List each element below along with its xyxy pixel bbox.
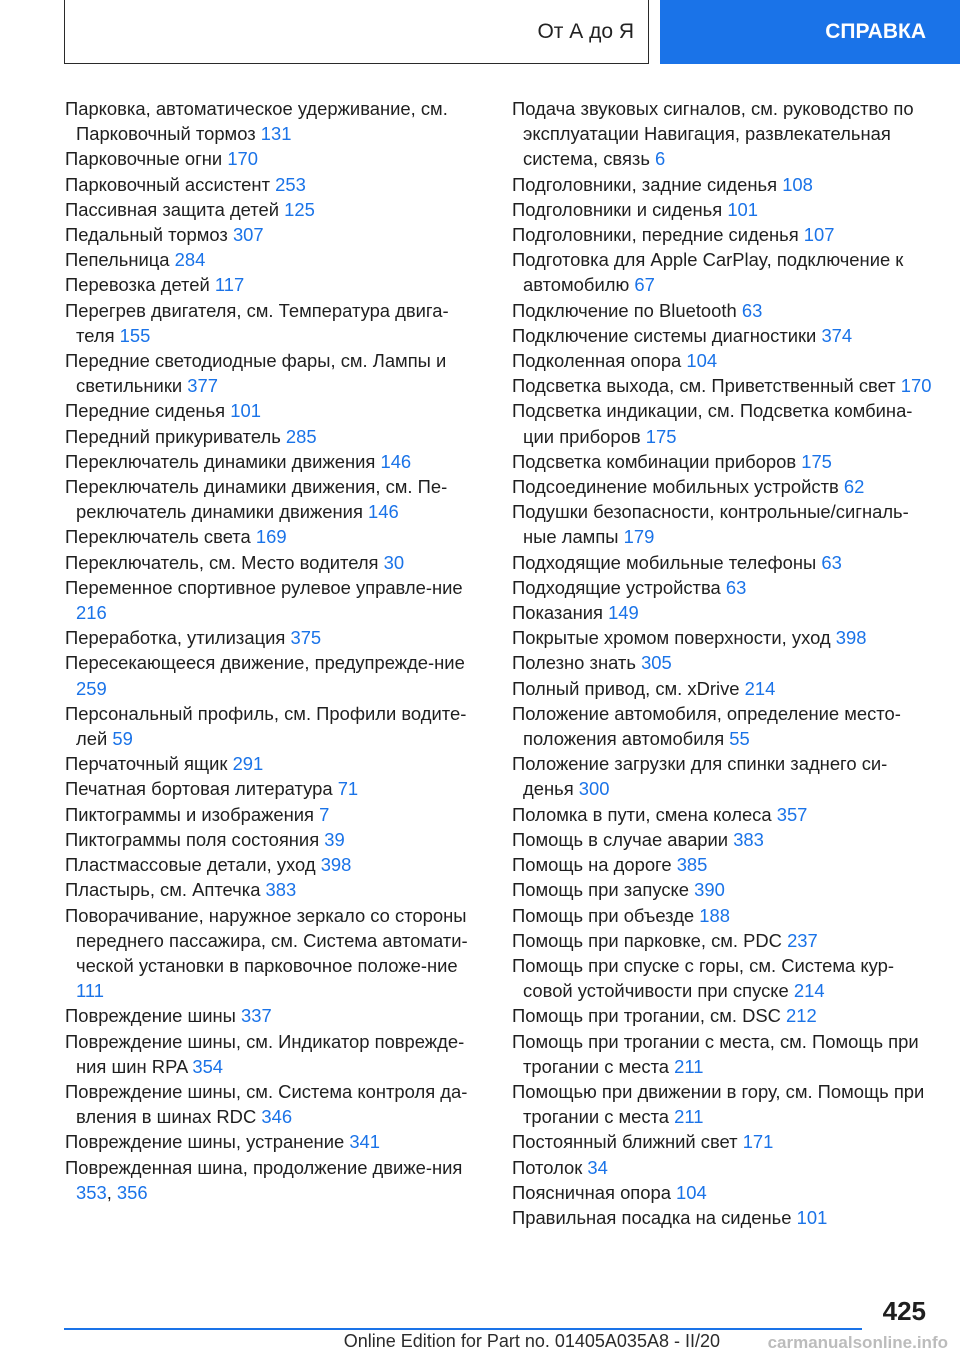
index-entry-text: Парковочный ассистент [65, 173, 276, 195]
page-link[interactable]: 214 [793, 980, 825, 1002]
index-entry-text: Пластмассовые детали, уход [65, 854, 321, 876]
index-entry [65, 146, 485, 171]
index-entry [65, 96, 485, 146]
index-entry [65, 903, 485, 1004]
index-entry-text: Помощь на дороге [512, 854, 677, 876]
page-link[interactable]: 104 [686, 350, 718, 372]
page-link[interactable]: 170 [227, 148, 258, 170]
page-link[interactable]: 131 [260, 123, 292, 145]
index-entry [65, 222, 485, 247]
index-entry [65, 550, 485, 575]
index-entry [65, 398, 485, 423]
index-entry [512, 474, 932, 499]
page-link[interactable]: 284 [174, 249, 206, 271]
page-link[interactable]: 55 [729, 728, 750, 750]
index-entry [65, 197, 485, 222]
index-entry [65, 751, 485, 776]
index-entry-text: Помощь при объезде [512, 904, 700, 926]
page-link[interactable]: 149 [608, 602, 639, 624]
index-entry [65, 1003, 485, 1028]
page-link[interactable]: 63 [725, 576, 747, 598]
page-link[interactable]: 214 [744, 677, 776, 699]
page-link[interactable]: 62 [843, 476, 865, 498]
index-entry [65, 827, 485, 852]
page-link[interactable]: 216 [76, 602, 107, 624]
index-entry [512, 1155, 932, 1180]
index-entry-text: Повреждение шины, см. Система контроля да-вления в шинах RDC [65, 1080, 468, 1128]
index-column-right [512, 96, 932, 1230]
index-entry [65, 449, 485, 474]
page-link[interactable]: 67 [634, 274, 655, 296]
index-entry-text: Полезно знать [512, 652, 642, 674]
index-entry-text: Помощь при запуске [512, 879, 695, 901]
index-entry [512, 1205, 932, 1230]
page-link[interactable]: 383 [733, 828, 764, 850]
index-entry [512, 1079, 932, 1129]
section-tab[interactable] [64, 0, 649, 64]
index-entry [512, 96, 932, 172]
page-link[interactable]: 212 [786, 1005, 817, 1027]
index-entry [512, 298, 932, 323]
index-entry-text: Повреждение шины, устранение [65, 1131, 350, 1153]
index-entry-text: Положение загрузки для спинки заднего си-денья [512, 753, 888, 800]
index-entry-text: Постоянный ближний свет [512, 1131, 743, 1153]
index-entry-text: Переменное спортивное рулевое управле-ние [65, 576, 463, 598]
index-entry-text: Помощь в случае аварии [512, 828, 734, 850]
page-link[interactable]: 101 [796, 1206, 828, 1228]
footer-watermark: carmanualsonline.info [767, 1333, 948, 1352]
index-entry-text: Покрытые хромом поверхности, уход [512, 627, 836, 649]
page-link[interactable]: 307 [232, 224, 264, 246]
index-entry [512, 1029, 932, 1079]
page-link[interactable]: 188 [699, 904, 730, 926]
page-link[interactable]: 170 [900, 375, 932, 397]
index-entry [512, 953, 932, 1003]
index-entry-text: Повреждение шины, см. Индикатор поврежде-ния шин RPA [65, 1030, 465, 1077]
index-entry-text: Подходящие устройства [512, 576, 726, 598]
index-entry-text: Подголовники, передние сиденья [512, 224, 804, 246]
page-link[interactable]: 108 [782, 173, 813, 195]
page-link[interactable]: 354 [192, 1055, 224, 1077]
index-entry [512, 676, 932, 701]
index-entry [512, 827, 932, 852]
index-entry [512, 650, 932, 675]
index-entry-text: Подача звуковых сигналов, см. руководство по эксплуатации Навигация, развлекательная система, связь [512, 98, 914, 170]
page-link[interactable]: 146 [380, 450, 412, 472]
page-link[interactable]: 71 [337, 778, 359, 800]
index-entry [65, 524, 485, 549]
page-link[interactable]: 59 [112, 728, 133, 750]
index-entry [512, 1129, 932, 1154]
index-entry-text: Подголовники, задние сиденья [512, 173, 783, 195]
index-entry [65, 650, 485, 700]
index-entry-text: Показания [512, 602, 609, 624]
page-link[interactable]: 146 [368, 501, 399, 523]
page-link[interactable]: 357 [776, 803, 808, 825]
page-link[interactable]: 337 [241, 1005, 272, 1027]
page-link[interactable]: 111 [76, 980, 104, 1002]
index-entry [512, 928, 932, 953]
index-entry [512, 550, 932, 575]
page-link[interactable]: 253 [275, 173, 306, 195]
page-link[interactable]: 101 [727, 198, 758, 220]
index-entry [65, 877, 485, 902]
page-link[interactable]: 374 [821, 324, 853, 346]
page-link[interactable]: 63 [741, 299, 763, 321]
section-tab-label: От А до Я [537, 19, 634, 43]
index-entry-text: Парковочные огни [65, 148, 228, 170]
index-entry-text: Печатная бортовая литература [65, 778, 338, 800]
index-entry-text: Пассивная защита детей [65, 198, 285, 220]
index-entry [65, 1079, 485, 1129]
index-entry [512, 348, 932, 373]
page-link[interactable]: 398 [835, 627, 867, 649]
index-entry-text: Подсветка комбинации приборов [512, 450, 802, 472]
page-link[interactable]: 285 [285, 425, 317, 447]
index-entry [512, 373, 932, 398]
page-link[interactable]: 346 [261, 1106, 293, 1128]
index-entry-text: Передние светодиодные фары, см. Лампы и светильники [65, 350, 447, 397]
index-entry-text: Помощь при трогании с места, см. Помощь при трогании с места [512, 1030, 919, 1077]
page-link[interactable]: 259 [76, 677, 107, 699]
page-link[interactable]: 175 [801, 450, 832, 472]
main-tab[interactable] [660, 0, 960, 64]
index-entry-text: Помощь при спуске с горы, см. Система кур-совой устойчивости при спуске [512, 954, 894, 1002]
index-entry [65, 701, 485, 751]
index-entry: Поврежденная шина, продолжение движе-ния 353, 356 [65, 1156, 463, 1203]
index-entry-text: Перевозка детей [65, 274, 215, 296]
index-entry-text: Подсветка индикации, см. Подсветка комбина-ции приборов [512, 400, 913, 447]
page-link[interactable]: 30 [383, 551, 405, 573]
page-link[interactable]: 107 [803, 224, 835, 246]
index-entry-text: Перчаточный ящик [65, 753, 233, 775]
page-link[interactable]: 211 [674, 1055, 704, 1077]
page-link[interactable]: 237 [787, 929, 818, 951]
index-entry [65, 802, 485, 827]
page-link[interactable]: 155 [119, 324, 151, 346]
page-link[interactable]: 305 [641, 652, 672, 674]
index-entry-text: Повреждение шины [65, 1005, 242, 1027]
index-entry-text: Пластырь, см. Аптечка [65, 879, 266, 901]
index-entry-text: Переработка, утилизация [65, 627, 291, 649]
index-entry [65, 272, 485, 297]
index-entry-text: Поясничная опора [512, 1181, 677, 1203]
page-link[interactable]: 291 [232, 753, 264, 775]
index-entry-text: Перегрев двигателя, см. Температура двига-теля [65, 299, 449, 346]
index-entry [512, 877, 932, 902]
page-link[interactable]: 171 [742, 1131, 774, 1153]
index-entry-text: Подключение системы диагностики [512, 324, 822, 346]
page-link[interactable]: 117 [214, 274, 245, 296]
index-entry [512, 1003, 932, 1028]
index-entry [65, 474, 485, 524]
page-link[interactable]: 7 [319, 803, 330, 825]
index-entry-text: Подколенная опора [512, 350, 687, 372]
index-entry-text: Потолок [512, 1156, 588, 1178]
index-entry [65, 575, 485, 625]
index-entry [512, 701, 932, 751]
footer-edition: Online Edition for Part no. 01405A035A8 - II/20 [343, 1331, 720, 1351]
index-entry [512, 575, 932, 600]
index-entry-text: Педальный тормоз [65, 224, 233, 246]
index-entry-text: Парковка, автоматическое удерживание, см. Парковочный тормоз [65, 98, 448, 145]
index-entry [65, 625, 485, 650]
index-entry-text: Правильная посадка на сиденье [512, 1206, 797, 1228]
page-link[interactable]: 383 [265, 879, 297, 901]
index-entry-text: Пиктограммы и изображения [65, 803, 320, 825]
index-entry-text: Переключатель динамики движения [65, 450, 381, 472]
index-entry [512, 172, 932, 197]
index-entry-text: Подсветка выхода, см. Приветственный свет [512, 375, 901, 397]
index-entry [65, 1129, 485, 1154]
index-entry-text: Переключатель света [65, 526, 256, 548]
index-entry-text: Передний прикуриватель [65, 425, 286, 447]
index-entry-text: Переключатель динамики движения, см. Пе-реключатель динамики движения [65, 476, 448, 523]
main-tab-label: СПРАВКА [825, 20, 926, 43]
index-entry [512, 1180, 932, 1205]
index-entry [65, 1029, 485, 1079]
index-entry [512, 197, 932, 222]
index-entry-text: Поворачивание, наружное зеркало со стороны переднего пассажира, см. Система автомати-ческой установки в парковочное положе-ние [65, 904, 468, 976]
footer-divider [64, 1328, 862, 1330]
index-entry-text: Подходящие мобильные телефоны [512, 551, 822, 573]
index-entry [512, 903, 932, 928]
index-entry-text: Подключение по Bluetooth [512, 299, 742, 321]
page-link[interactable]: 34 [587, 1156, 608, 1178]
index-entry [512, 751, 932, 801]
index-entry-text: Положение автомобиля, определение место-положения автомобиля [512, 702, 901, 750]
index-entry [65, 172, 485, 197]
index-entry [512, 802, 932, 827]
page-link[interactable]: 377 [187, 375, 218, 397]
page-link[interactable]: 356 [116, 1181, 148, 1203]
index-entry-text: Помощь при трогании, см. DSC [512, 1005, 787, 1027]
index-entry-text: Пересекающееся движение, предупрежде-ние [65, 652, 465, 674]
index-entry [512, 247, 932, 297]
page-number: 425 [882, 1296, 926, 1326]
index-entry [512, 398, 932, 448]
page-link[interactable]: 39 [324, 828, 345, 850]
index-entry-text: Подготовка для Apple CarPlay, подключение к автомобилю [512, 249, 904, 296]
index-entry-text: Подушки безопасности, контрольные/сигналь-ные лампы [512, 501, 909, 548]
index-entry-text: Пиктограммы поля состояния [65, 828, 325, 850]
index-entry [65, 776, 485, 801]
index-entry-text: Поломка в пути, смена колеса [512, 803, 777, 825]
index-entry [65, 247, 485, 272]
index-entry [65, 298, 485, 348]
page-link[interactable]: 398 [320, 854, 352, 876]
page-link[interactable]: 179 [623, 526, 655, 548]
index-entry [65, 424, 485, 449]
index-entry [512, 222, 932, 247]
page-link[interactable]: 390 [694, 879, 725, 901]
index-column-left [65, 96, 485, 1205]
index-entry-text: Подголовники и сиденья [512, 198, 728, 220]
index-entry [512, 625, 932, 650]
index-entry-text: Помощью при движении в гору, см. Помощь при трогании с места [512, 1080, 925, 1128]
index-entry-text: Персональный профиль, см. Профили водите-лей [65, 702, 467, 750]
page-link[interactable]: 341 [349, 1131, 381, 1153]
index-entry [512, 449, 932, 474]
page-link[interactable]: 101 [230, 400, 261, 422]
index-entry-text: Передние сиденья [65, 400, 231, 422]
index-entry-text: Поврежденная шина, продолжение движе-ния [65, 1156, 463, 1178]
index-entry [512, 499, 932, 549]
index-entry [512, 852, 932, 877]
index-entry [65, 348, 485, 398]
index-entry-text: Пепельница [65, 249, 175, 271]
page-link[interactable]: 300 [578, 778, 610, 800]
index-entry-text: Подсоединение мобильных устройств [512, 476, 844, 498]
page-link[interactable]: 375 [290, 627, 322, 649]
index-entry [512, 323, 932, 348]
page-link[interactable]: 385 [676, 854, 708, 876]
page-link[interactable]: 211 [674, 1106, 704, 1128]
page-link[interactable]: 175 [645, 425, 677, 447]
page-link[interactable]: 63 [821, 551, 842, 573]
index-entry-text: Переключатель, см. Место водителя [65, 551, 384, 573]
index-entry [512, 600, 932, 625]
index-entry [65, 852, 485, 877]
page-link[interactable]: 104 [676, 1181, 707, 1203]
index-entry-text: Помощь при парковке, см. PDC [512, 929, 788, 951]
page-link[interactable]: 6 [655, 148, 666, 170]
page-link[interactable]: 125 [284, 198, 315, 220]
page-link[interactable]: 169 [255, 526, 287, 548]
index-entry-text: Полный привод, см. xDrive [512, 677, 745, 699]
page-link[interactable]: 353 [76, 1181, 107, 1203]
